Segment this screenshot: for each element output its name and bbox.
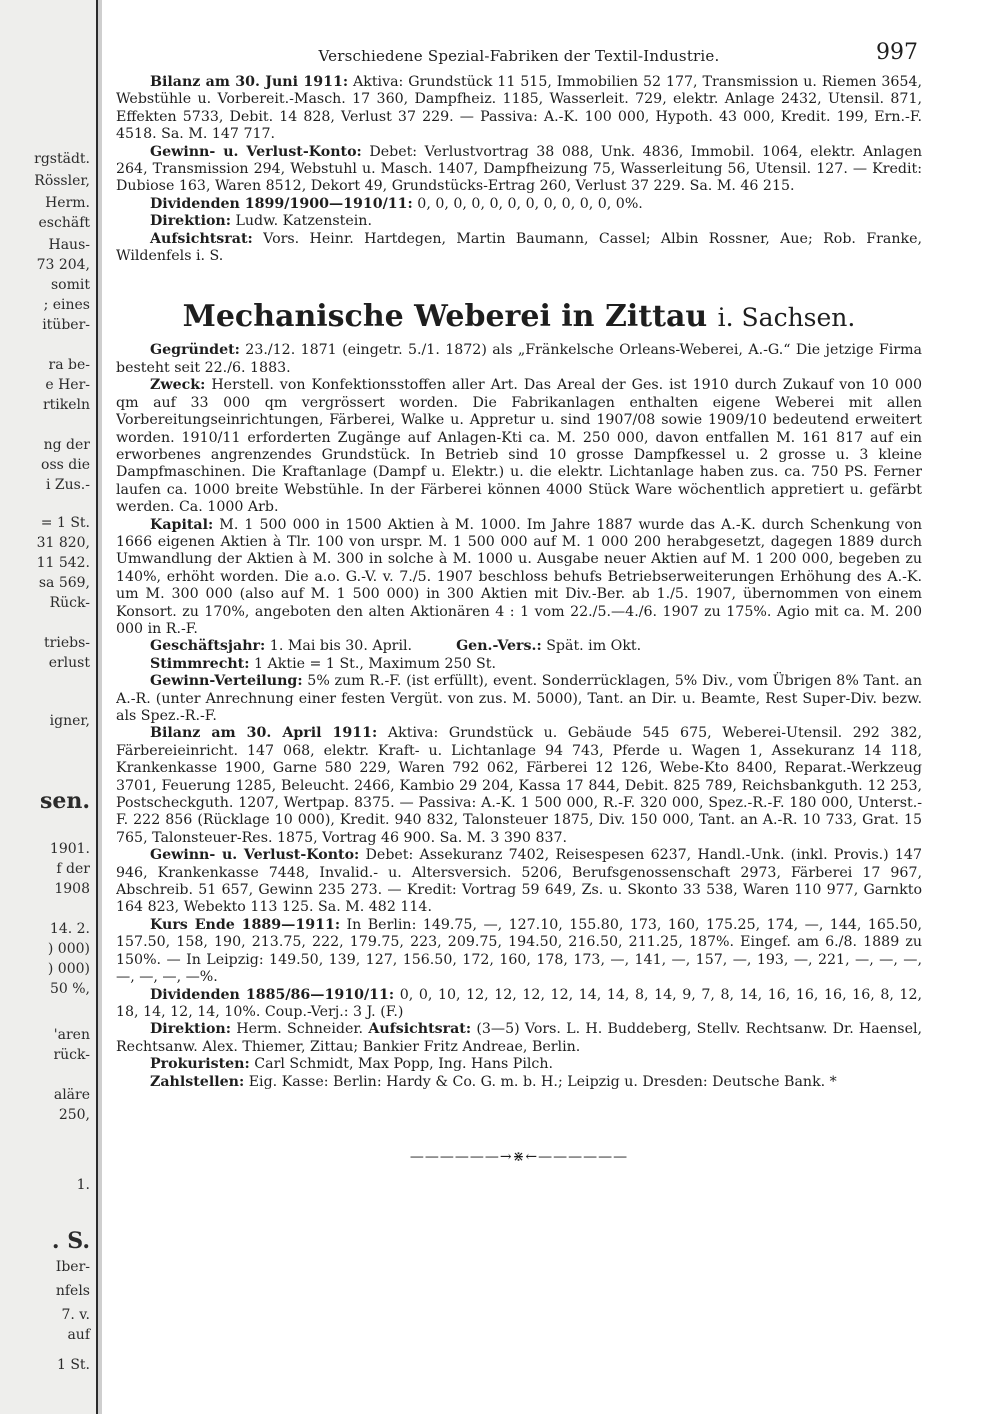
fragment: sen. (39, 788, 90, 814)
entry-label: Bilanz am 30. April 1911: (150, 725, 378, 742)
entry-label: Aufsichtsrat: (368, 1021, 472, 1038)
entry-text: 0, 0, 0, 0, 0, 0, 0, 0, 0, 0, 0, 0%. (417, 195, 643, 212)
fragment: 1908 (54, 881, 90, 897)
fragment: nfels (55, 1283, 90, 1299)
entry-label: Prokuristen: (150, 1056, 250, 1073)
entry-label: Dividenden 1885/86—1910/11: (150, 986, 395, 1003)
entry-label: Direktion: (150, 213, 231, 230)
fragment: eschäft (38, 215, 90, 231)
entry-text: 1 Aktie = 1 St., Maximum 250 St. (253, 655, 496, 672)
entry (116, 1074, 922, 1091)
running-header (116, 40, 922, 74)
entry-label: Gewinn-Verteilung: (150, 673, 303, 690)
entry-text: 5% zum R.-F. (ist erfüllt), event. Sonderrücklagen, 5% Div., vom Übrigen 8% Tant. an A.-R. (unter Anrechnung einer festen Vergüt. von zus. M. 5000), Tant. an Dir. u. Beamte, Rest Super-Div. bezw. als Spez.-R.-F. (116, 673, 922, 724)
entry-label: Gewinn- u. Verlust-Konto: (150, 143, 362, 160)
fragment: sa 569, (38, 575, 90, 591)
fragment: ) 000) (47, 941, 90, 957)
previous-firm-section (116, 74, 922, 265)
fragment: rtikeln (42, 397, 90, 413)
entry-text: Herm. Schneider. (236, 1021, 364, 1038)
entry-label: Gegründet: (150, 342, 240, 359)
entry (116, 987, 922, 1022)
fragment: Herm. (45, 195, 90, 211)
entry (116, 517, 922, 639)
fragment: Rück- (49, 595, 90, 611)
entry (116, 847, 922, 917)
fragment: ) 000) (47, 961, 90, 977)
firm-entries (116, 342, 922, 1090)
fragment: 11 542. (36, 555, 90, 571)
entry-text: 23./12. 1871 (eingetr. 5./1. 1872) als „Fränkelsche Orleans-Weberei, A.-G.“ Die jetzige Firma besteht seit 22./6. 1883. (116, 342, 922, 376)
fragment: 7. v. (61, 1307, 90, 1323)
fragment: ra be- (48, 357, 90, 373)
entry-label: Dividenden 1899/1900—1910/11: (150, 195, 413, 212)
page-number: 997 (876, 40, 918, 65)
entry (116, 1056, 922, 1073)
entry-text: Ludw. Katzenstein. (235, 213, 372, 230)
entry-text: M. 1 500 000 in 1500 Aktien à M. 1000. Im Jahre 1887 wurde das A.-K. durch Schenkung von 1666 eigenen Aktien à Tlr. 100 von urspr. M. 1 500 000 auf M. 1 000 200 herabgesetzt, dagegen 1889 durch Umwandlung der Aktien à M. 300 in solche à M. 1000 u. Ausgabe neuer Aktien auf M. 1 200 000, begeben zu 140%, erhöht worden. Die a.o. G.-V. v. 7./5. 1907 beschloss behufs Betriebserweiterungen Erhöhung des A.-K. um M. 300 000 (also auf M. 1 500 000) in 300 Aktien mit Div.-Ber. ab 1./5. 1907, übernommen von einem Konsort. zu 170%, angeboten den alten Aktionären 4 : 1 vom 22./5.—4./6. 1907 zu 175%. Agio mit ca. M. 200 000 in R.-F. (116, 516, 922, 637)
fragment: 'aren (53, 1027, 90, 1043)
fragment: f der (56, 861, 90, 877)
fragment: Haus- (48, 237, 90, 253)
fragment: 1. (76, 1177, 90, 1193)
previous-page-strip (0, 0, 98, 1414)
fragment: aläre (53, 1087, 90, 1103)
fragment: 1 St. (56, 1357, 90, 1373)
running-title: Verschiedene Spezial-Fabriken der Textil-Industrie. (318, 47, 720, 65)
entry-label: Gen.-Vers.: (456, 638, 542, 655)
entry (116, 725, 922, 847)
entry-text: Carl Schmidt, Max Popp, Ing. Hans Pilch. (254, 1056, 554, 1073)
entry (116, 74, 922, 144)
section-separator: ——————→⋇←—————— (409, 1148, 629, 1165)
entry-text: 1. Mai bis 30. April. (269, 638, 413, 655)
book-gutter (98, 0, 102, 1414)
entry-text: Spät. im Okt. (546, 638, 642, 655)
entry (116, 196, 922, 213)
firm-name: Mechanische Weberei in Zittau (182, 299, 708, 335)
entry-label: Kurs Ende 1889—1911: (150, 916, 341, 933)
firm-location: i. Sachsen. (717, 303, 856, 333)
fragment: triebs- (44, 635, 90, 651)
entry (116, 342, 922, 377)
fragment: 31 820, (36, 535, 90, 551)
entry (116, 213, 922, 230)
fragment: auf (67, 1327, 90, 1343)
entry-text: Herstell. von Konfektionsstoffen aller Art. Das Areal der Ges. ist 1910 durch Zukauf von 10 000 qm auf 33 000 qm vergrössert worden. Die Fabrikanlagen enthalten eigene Weberei mit allen Vorbereitungseinrichtungen, Färberei, Walke u. Appretur u. sind 1907/08 sowie 1909/10 bedeutend erweitert worden. 1910/11 erforderten Zugänge auf Anlagen-Kti ca. M. 250 000, davon entfallen M. 161 817 auf ein erworbenes angrenzendes Grundstück. In Betrieb sind 10 grosse Dampfkessel u. 2 grosse u. 3 kleine Dampfmaschinen. Die Kraftanlage (Dampf u. Elektr.) u. die elektr. Lichtanlage haben zus. ca. 750 PS. Ferner laufen ca. 1000 breite Webstühle. In der Färberei können 4000 Stück Ware wöchentlich appretiert u. gefärbt werden. Ca. 1000 Arb. (116, 377, 922, 516)
entry (116, 231, 922, 266)
fragment: 250, (58, 1107, 90, 1123)
entry-label: Geschäftsjahr: (150, 638, 266, 655)
fragment: somit (51, 277, 90, 293)
fragment: 50 %, (49, 981, 90, 997)
entry (116, 144, 922, 196)
entry-label: Direktion: (150, 1021, 231, 1038)
fragment: 14. 2. (49, 921, 90, 937)
fragment: Iber- (55, 1259, 90, 1275)
page (116, 40, 922, 1380)
fragment: erlust (48, 655, 90, 671)
fragment: itüber- (42, 317, 90, 333)
firm-title (116, 299, 922, 336)
fragment: igner, (49, 713, 90, 729)
fragment: = 1 St. (40, 515, 90, 531)
fragment: ng der (43, 437, 90, 453)
entry (116, 917, 922, 987)
entry (116, 1021, 922, 1056)
entry-text: Debet: Assekuranz 7402, Reisespesen 6237, Handl.-Unk. (inkl. Provis.) 147 946, Krankenkasse 7448, Invalid.- u. Altersversich. 5206, Berufsgenossenschaft 2973, Färberei 17 967, Abschreib. 51 657, Gewinn 235 273. — Kredit: Vortrag 59 649, Zs. u. Skonto 33 538, Waren 110 977, Garnkto 164 823, Webekto 113 125. Sa. M. 482 114. (116, 847, 922, 916)
entry-text: Aktiva: Grundstück u. Gebäude 545 675, Weberei-Utensil. 292 382, Färbereieinricht. 147 068, elektr. Kraft- u. Lichtanlage 94 743, Pferde u. Wagen 1, Assekuranz 14 118, Krankenkasse 1900, Garne 580 229, Waren 792 062, Färberei 12 126, Webe-Kto 8400, Reparat.-Werkzeug 3701, Feuerung 1285, Beleucht. 2466, Kambio 29 204, Kassa 17 844, Debit. 825 789, Reichsbankguth. 12 253, Postscheckguth. 1207, Wertpap. 8375. — Passiva: A.-K. 1 500 000, R.-F. 320 000, Spez.-R.-F. 180 000, Unterst.-F. 222 856 (Rücklage 10 000), Kredit. 940 832, Talonsteuer 1875, Div. 150 000, Tant. an A.-R. 10 733, Grat. 15 765, Talonsteuer-Res. 1875, Vortrag 46 900. Sa. M. 3 390 837. (116, 725, 922, 846)
entry-text: 0, 0, 10, 12, 12, 12, 12, 14, 14, 8, 14, 9, 7, 8, 14, 16, 16, 16, 16, 8, 12, 18, 14, 12, 14, 10%. Coup.-Verj.: 3 J. (F.) (116, 986, 922, 1020)
entry-label: Bilanz am 30. Juni 1911: (150, 74, 349, 90)
entry-text: (3—5) Vors. L. H. Buddeberg, Stellv. Rechtsanw. Dr. Haensel, Rechtsanw. Alex. Thiemer, Zittau; Bankier Fritz Andreae, Berlin. (116, 1021, 922, 1055)
entry-text: Debet: Verlustvortrag 38 088, Unk. 4836, Immobil. 1064, elektr. Anlagen 264, Transmission 294, Webstuhl u. Masch. 1407, Dampfheizung 75, Wasserleitung 56, Utensil. 127. — Kredit: Dubiose 163, Waren 8512, Dekort 49, Grundstücks-Ertrag 260, Verlust 37 229. Sa. M. 46 215. (116, 143, 922, 195)
entry-label: Zahlstellen: (150, 1073, 245, 1090)
fragment: rück- (53, 1047, 90, 1063)
fragment: 73 204, (36, 257, 90, 273)
entry (116, 673, 922, 725)
entry (116, 656, 922, 673)
fragment: ; eines (43, 297, 90, 313)
fragment: i Zus.- (45, 477, 90, 493)
fragment: e Her- (45, 377, 90, 393)
fragment: 1901. (49, 841, 90, 857)
entry-label: Stimmrecht: (150, 655, 250, 672)
entry-text: In Berlin: 149.75, —, 127.10, 155.80, 173, 160, 175.25, 174, —, 144, 165.50, 157.50, 158, 190, 213.75, 222, 179.75, 223, 209.75, 194.50, 216.50, 211.25, 187%. Eingef. am 6./8. 1889 zu 150%. — In Leipzig: 149.50, 139, 127, 156.50, 172, 160, 178, 173, —, 141, —, 157, —, 193, —, 221, —, —, —, —, —, —, —%. (116, 916, 922, 986)
entry-text: Eig. Kasse: Berlin: Hardy & Co. G. m. b. H.; Leipzig u. Dresden: Deutsche Bank. * (248, 1073, 837, 1090)
entry-label: Zweck: (150, 377, 206, 394)
entry-label: Gewinn- u. Verlust-Konto: (150, 847, 360, 864)
entry-label: Aufsichtsrat: (150, 230, 253, 247)
entry-text: Aktiva: Grundstück 11 515, Immobilien 52 177, Transmission u. Riemen 3654, Webstühle u. Vorbereit.-Masch. 17 360, Dampfheiz. 1185, Wasserleit. 729, elektr. Anlage 2432, Utensil. 871, Effekten 5733, Debit. 14 828, Verlust 37 229. — Passiva: A.-K. 100 000, Hypoth. 43 000, Kredit. 199, Ern.-F. 4518. Sa. M. 147 717. (116, 74, 922, 143)
entry-text: Vors. Heinr. Hartdegen, Martin Baumann, Cassel; Albin Rossner, Aue; Rob. Franke, Wildenfels i. S. (116, 230, 922, 265)
fragment: Rössler, (34, 173, 90, 189)
entry (116, 377, 922, 516)
entry-label: Kapital: (150, 516, 214, 533)
fragment: oss die (41, 457, 90, 473)
entry (116, 638, 922, 655)
fragment: . S. (51, 1228, 90, 1254)
fragment: rgstädt. (34, 151, 90, 167)
